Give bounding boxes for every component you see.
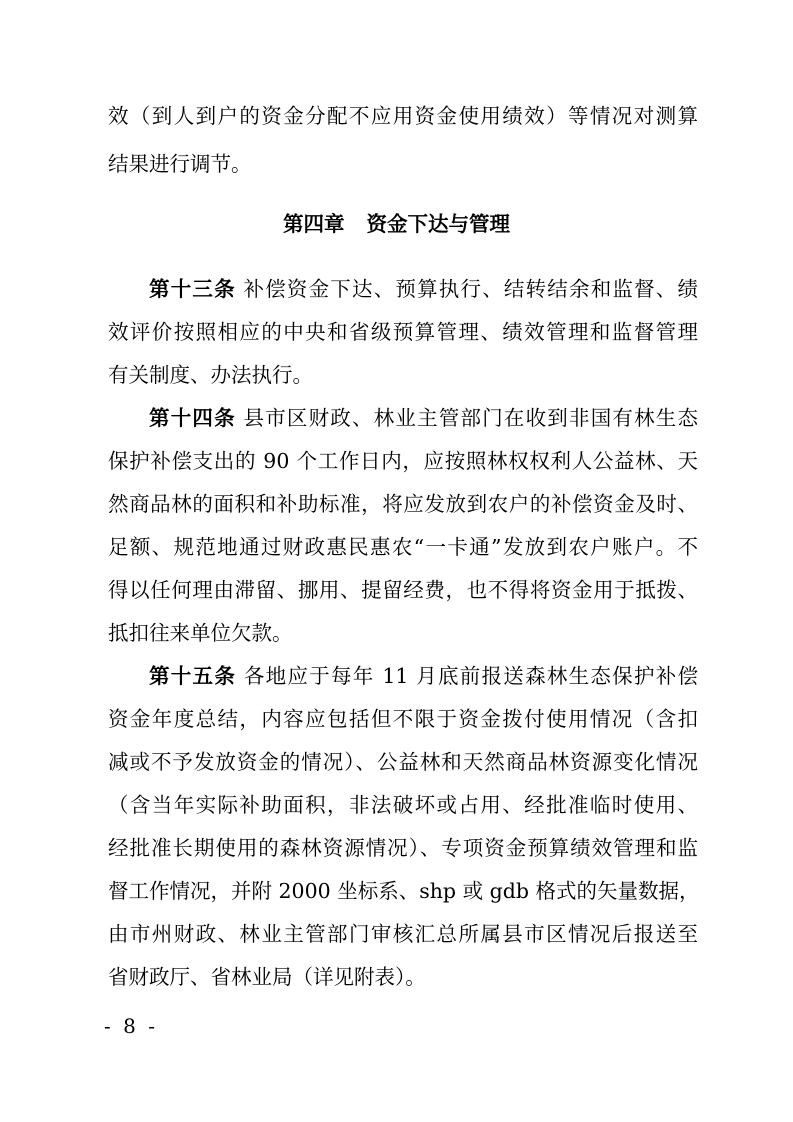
chapter-heading xyxy=(0,212,793,236)
article-15-text: 各地应于每年 11 月底前报送森林生态保护补偿 xyxy=(243,664,698,688)
paragraph-line: 结果进行调节。 xyxy=(108,152,252,176)
article-13-line xyxy=(108,277,698,301)
chapter-number: 第四章 xyxy=(283,212,345,236)
paragraph-line: 效评价按照相应的中央和省级预算管理、绩效管理和监督管理 xyxy=(108,320,698,344)
paragraph-line: 抵扣往来单位欠款。 xyxy=(108,621,293,645)
paragraph-line: 经批准长期使用的森林资源情况）、专项资金预算绩效管理和监 xyxy=(108,836,698,860)
paragraph-line: 省财政厅、省林业局（详见附表）。 xyxy=(108,965,426,989)
paragraph-line: 资金年度总结，内容应包括但不限于资金拨付使用情况（含扣 xyxy=(108,707,698,731)
page-number: - 8 - xyxy=(104,1014,158,1038)
paragraph-line: 保护补偿支出的 90 个工作日内，应按照林权权利人公益林、天 xyxy=(108,449,698,473)
paragraph-line: 然商品林的面积和补助标准，将应发放到农户的补偿资金及时、 xyxy=(108,492,698,516)
paragraph-line: （含当年实际补助面积，非法破坏或占用、经批准临时使用、 xyxy=(108,793,698,817)
article-14-label: 第十四条 xyxy=(149,406,236,430)
article-14-line xyxy=(108,406,698,430)
article-13-text: 补偿资金下达、预算执行、结转结余和监督、绩 xyxy=(243,277,698,301)
paragraph-line: 有关制度、办法执行。 xyxy=(108,363,313,387)
paragraph-line: 效（到人到户的资金分配不应用资金使用绩效）等情况对测算 xyxy=(108,104,698,128)
paragraph-line: 得以任何理由滞留、挪用、提留经费，也不得将资金用于抵拨、 xyxy=(108,578,698,602)
article-15-line xyxy=(108,664,698,688)
article-15-label: 第十五条 xyxy=(149,664,237,688)
paragraph-line: 督工作情况，并附 2000 坐标系、shp 或 gdb 格式的矢量数据， xyxy=(108,879,700,903)
paragraph-line: 由市州财政、林业主管部门审核汇总所属县市区情况后报送至 xyxy=(108,922,698,946)
paragraph-line: 减或不予发放资金的情况）、公益林和天然商品林资源变化情况 xyxy=(108,750,698,774)
chapter-title: 资金下达与管理 xyxy=(366,212,510,236)
article-13-label: 第十三条 xyxy=(149,277,236,301)
paragraph-line: 足额、规范地通过财政惠民惠农“一卡通”发放到农户账户。不 xyxy=(108,535,698,559)
article-14-text: 县市区财政、林业主管部门在收到非国有林生态 xyxy=(243,406,698,430)
